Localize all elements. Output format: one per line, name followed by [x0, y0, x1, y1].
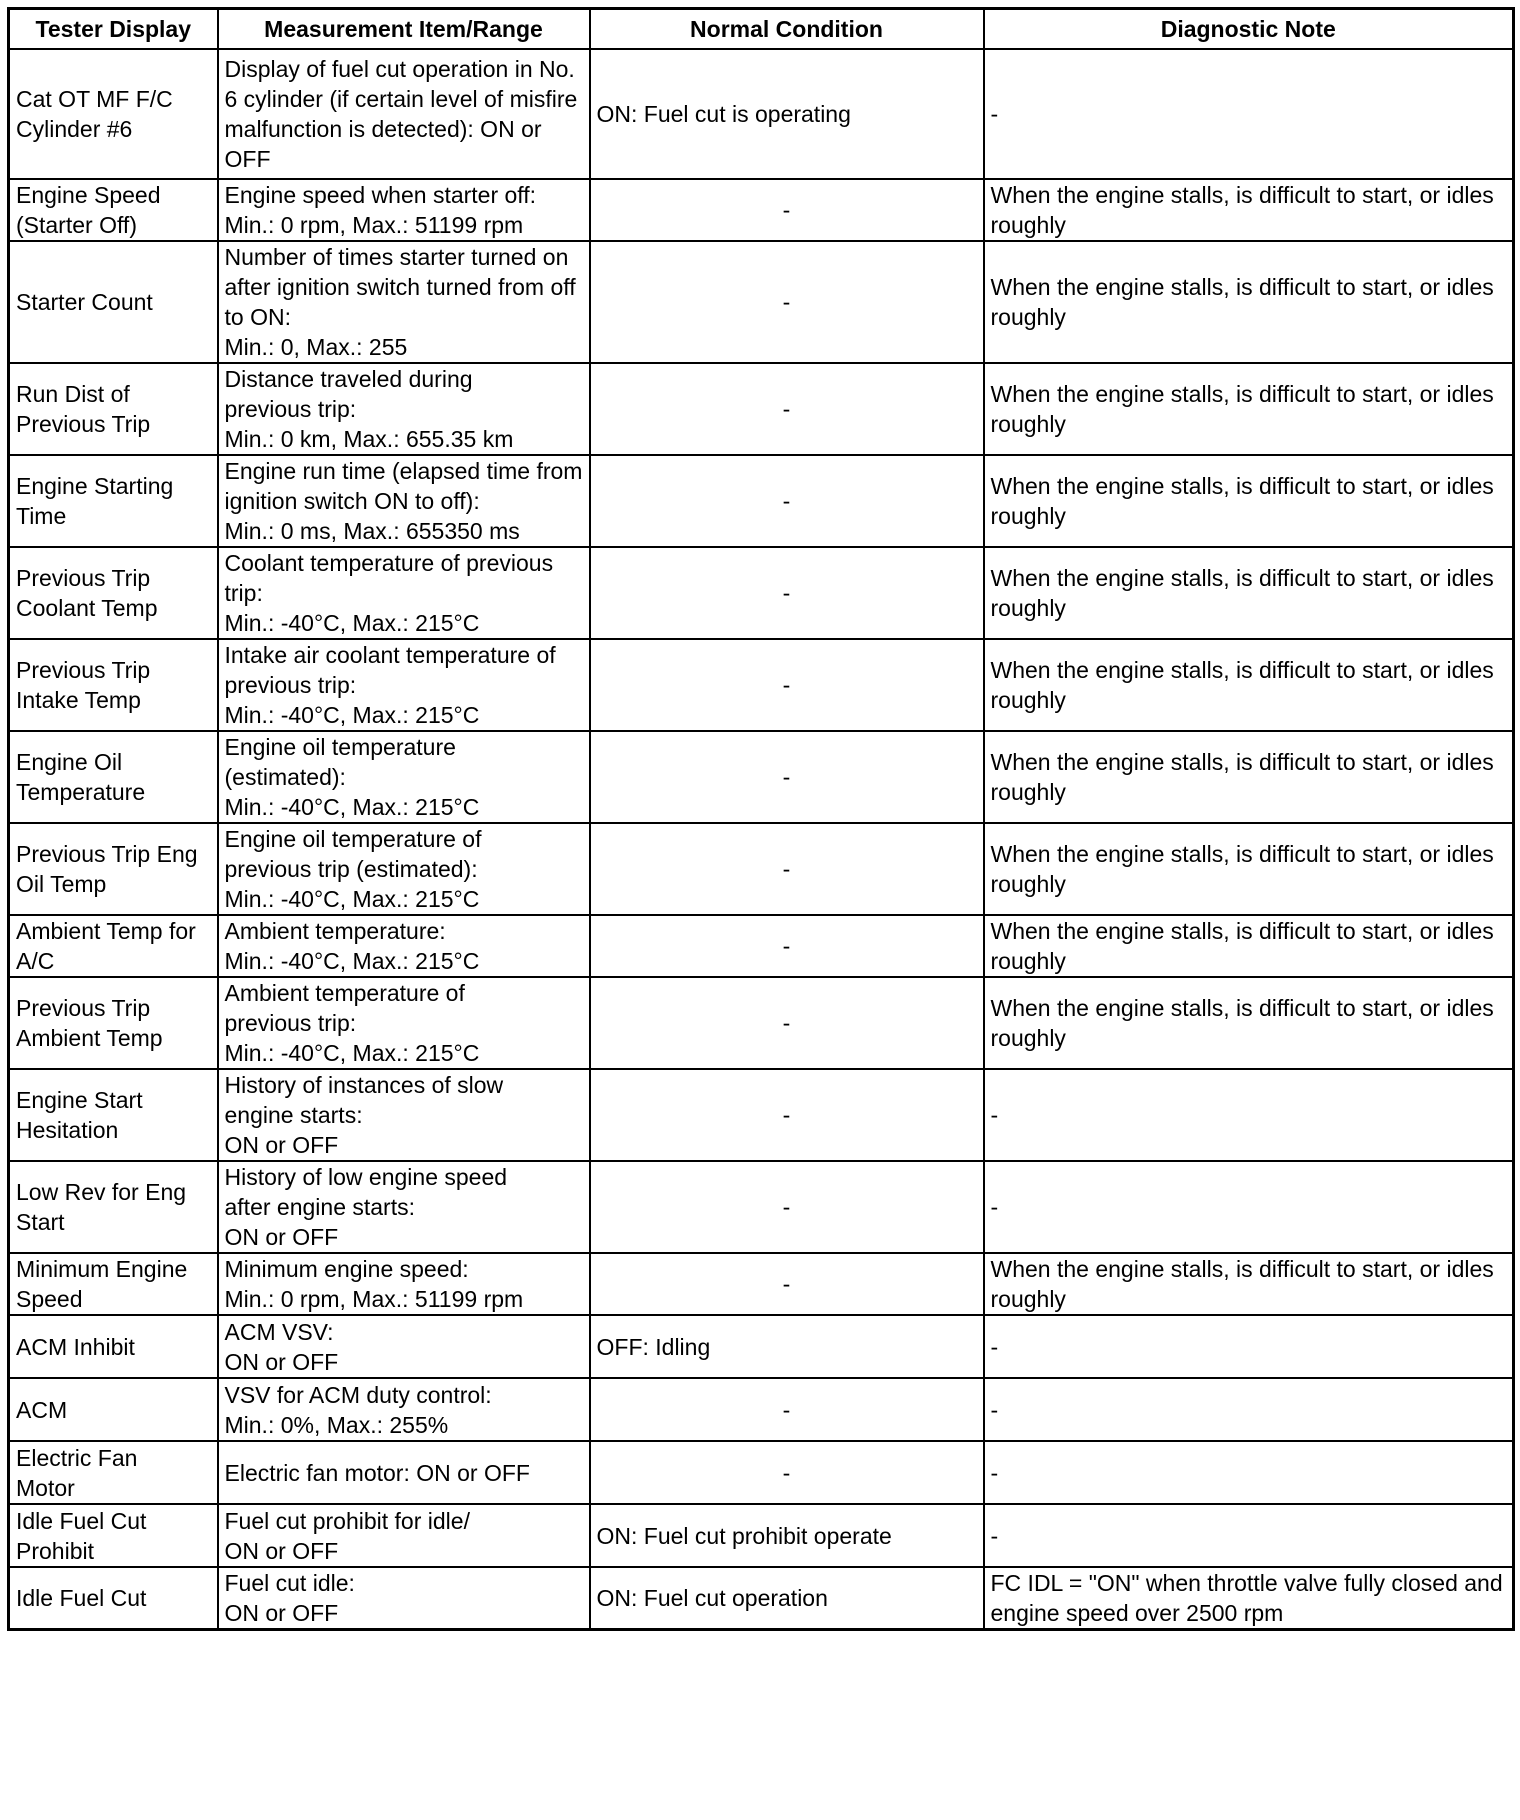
cell-diagnostic-note: When the engine stalls, is difficult to start, or idles roughly	[984, 241, 1514, 363]
cell-tester-display: Run Dist of Previous Trip	[9, 363, 218, 455]
cell-tester-display: Minimum Engine Speed	[9, 1253, 218, 1315]
table-row	[9, 1378, 1514, 1441]
cell-diagnostic-note: When the engine stalls, is difficult to start, or idles roughly	[984, 179, 1514, 241]
header-diagnostic-note: Diagnostic Note	[984, 9, 1514, 50]
cell-measurement-range: Fuel cut idle: ON or OFF	[218, 1567, 590, 1630]
cell-diagnostic-note: -	[984, 1069, 1514, 1161]
cell-diagnostic-note: When the engine stalls, is difficult to start, or idles roughly	[984, 363, 1514, 455]
cell-normal-condition: ON: Fuel cut is operating	[590, 49, 984, 179]
cell-normal-condition: ON: Fuel cut operation	[590, 1567, 984, 1630]
cell-diagnostic-note: When the engine stalls, is difficult to start, or idles roughly	[984, 547, 1514, 639]
cell-measurement-range: Distance traveled during previous trip: Min.: 0 km, Max.: 655.35 km	[218, 363, 590, 455]
cell-measurement-range: Engine oil temperature (estimated): Min.: -40°C, Max.: 215°C	[218, 731, 590, 823]
cell-measurement-range: Ambient temperature of previous trip: Min.: -40°C, Max.: 215°C	[218, 977, 590, 1069]
cell-measurement-range: Display of fuel cut operation in No. 6 cylinder (if certain level of misfire malfunction is detected): ON or OFF	[218, 49, 590, 179]
cell-diagnostic-note: When the engine stalls, is difficult to start, or idles roughly	[984, 915, 1514, 977]
header-normal-condition: Normal Condition	[590, 9, 984, 50]
table-row	[9, 1315, 1514, 1378]
cell-normal-condition: -	[590, 363, 984, 455]
table-row	[9, 1441, 1514, 1504]
table-row	[9, 363, 1514, 455]
cell-measurement-range: Ambient temperature: Min.: -40°C, Max.: 215°C	[218, 915, 590, 977]
table-row	[9, 977, 1514, 1069]
cell-diagnostic-note: -	[984, 1315, 1514, 1378]
cell-tester-display: Starter Count	[9, 241, 218, 363]
cell-tester-display: Engine Speed (Starter Off)	[9, 179, 218, 241]
table-row	[9, 1253, 1514, 1315]
cell-tester-display: Cat OT MF F/C Cylinder #6	[9, 49, 218, 179]
cell-tester-display: Idle Fuel Cut	[9, 1567, 218, 1630]
cell-diagnostic-note: When the engine stalls, is difficult to start, or idles roughly	[984, 977, 1514, 1069]
cell-normal-condition: -	[590, 547, 984, 639]
table-row	[9, 823, 1514, 915]
cell-normal-condition: -	[590, 1253, 984, 1315]
cell-measurement-range: Engine speed when starter off: Min.: 0 rpm, Max.: 51199 rpm	[218, 179, 590, 241]
cell-tester-display: Low Rev for Eng Start	[9, 1161, 218, 1253]
cell-normal-condition: -	[590, 1069, 984, 1161]
cell-diagnostic-note: -	[984, 1441, 1514, 1504]
cell-normal-condition: OFF: Idling	[590, 1315, 984, 1378]
cell-normal-condition: -	[590, 639, 984, 731]
cell-measurement-range: Number of times starter turned on after ignition switch turned from off to ON: Min.: 0, Max.: 255	[218, 241, 590, 363]
cell-normal-condition: -	[590, 179, 984, 241]
cell-diagnostic-note: When the engine stalls, is difficult to start, or idles roughly	[984, 731, 1514, 823]
cell-tester-display: Engine Starting Time	[9, 455, 218, 547]
cell-tester-display: Previous Trip Ambient Temp	[9, 977, 218, 1069]
cell-measurement-range: Intake air coolant temperature of previous trip: Min.: -40°C, Max.: 215°C	[218, 639, 590, 731]
cell-normal-condition: -	[590, 1441, 984, 1504]
cell-normal-condition: -	[590, 823, 984, 915]
table-row	[9, 1161, 1514, 1253]
table-row	[9, 49, 1514, 179]
cell-tester-display: Previous Trip Eng Oil Temp	[9, 823, 218, 915]
cell-measurement-range: Electric fan motor: ON or OFF	[218, 1441, 590, 1504]
header-measurement-item-range: Measurement Item/Range	[218, 9, 590, 50]
table-header-row	[9, 9, 1514, 50]
table-row	[9, 1069, 1514, 1161]
table-row	[9, 179, 1514, 241]
table-row	[9, 731, 1514, 823]
cell-normal-condition: -	[590, 241, 984, 363]
cell-diagnostic-note: -	[984, 1161, 1514, 1253]
table-row	[9, 1567, 1514, 1630]
cell-normal-condition: -	[590, 455, 984, 547]
cell-diagnostic-note: -	[984, 1504, 1514, 1567]
cell-normal-condition: -	[590, 915, 984, 977]
cell-measurement-range: ACM VSV: ON or OFF	[218, 1315, 590, 1378]
cell-tester-display: Idle Fuel Cut Prohibit	[9, 1504, 218, 1567]
cell-tester-display: Engine Start Hesitation	[9, 1069, 218, 1161]
table-row	[9, 455, 1514, 547]
cell-diagnostic-note: When the engine stalls, is difficult to start, or idles roughly	[984, 639, 1514, 731]
cell-tester-display: Ambient Temp for A/C	[9, 915, 218, 977]
cell-tester-display: ACM	[9, 1378, 218, 1441]
cell-measurement-range: VSV for ACM duty control: Min.: 0%, Max.: 255%	[218, 1378, 590, 1441]
table-body	[9, 49, 1514, 1630]
cell-measurement-range: Engine run time (elapsed time from ignition switch ON to off): Min.: 0 ms, Max.: 655350 ms	[218, 455, 590, 547]
cell-tester-display: Previous Trip Intake Temp	[9, 639, 218, 731]
cell-normal-condition: -	[590, 731, 984, 823]
table-row	[9, 1504, 1514, 1567]
document-page	[7, 7, 1512, 1631]
cell-tester-display: Previous Trip Coolant Temp	[9, 547, 218, 639]
cell-measurement-range: Fuel cut prohibit for idle/ ON or OFF	[218, 1504, 590, 1567]
cell-tester-display: Electric Fan Motor	[9, 1441, 218, 1504]
cell-diagnostic-note: -	[984, 49, 1514, 179]
cell-tester-display: Engine Oil Temperature	[9, 731, 218, 823]
cell-measurement-range: History of instances of slow engine starts: ON or OFF	[218, 1069, 590, 1161]
table-row	[9, 639, 1514, 731]
table-row	[9, 915, 1514, 977]
cell-diagnostic-note: When the engine stalls, is difficult to start, or idles roughly	[984, 823, 1514, 915]
cell-diagnostic-note: When the engine stalls, is difficult to start, or idles roughly	[984, 455, 1514, 547]
cell-tester-display: ACM Inhibit	[9, 1315, 218, 1378]
cell-normal-condition: -	[590, 1161, 984, 1253]
cell-measurement-range: Coolant temperature of previous trip: Min.: -40°C, Max.: 215°C	[218, 547, 590, 639]
table-row	[9, 547, 1514, 639]
cell-measurement-range: History of low engine speed after engine starts: ON or OFF	[218, 1161, 590, 1253]
cell-measurement-range: Minimum engine speed: Min.: 0 rpm, Max.: 51199 rpm	[218, 1253, 590, 1315]
table-row	[9, 241, 1514, 363]
cell-diagnostic-note: -	[984, 1378, 1514, 1441]
diagnostic-data-table	[7, 7, 1515, 1631]
cell-diagnostic-note: FC IDL = "ON" when throttle valve fully closed and engine speed over 2500 rpm	[984, 1567, 1514, 1630]
cell-measurement-range: Engine oil temperature of previous trip (estimated): Min.: -40°C, Max.: 215°C	[218, 823, 590, 915]
cell-normal-condition: -	[590, 977, 984, 1069]
header-tester-display: Tester Display	[9, 9, 218, 50]
cell-normal-condition: ON: Fuel cut prohibit operate	[590, 1504, 984, 1567]
cell-diagnostic-note: When the engine stalls, is difficult to start, or idles roughly	[984, 1253, 1514, 1315]
cell-normal-condition: -	[590, 1378, 984, 1441]
